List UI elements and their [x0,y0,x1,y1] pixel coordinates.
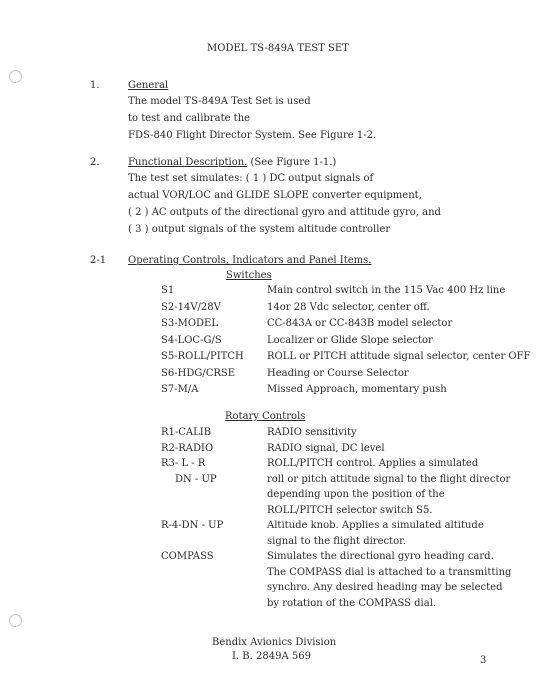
switch-name: S2-14V/28V [161,301,221,313]
section-2-line: The test set simulates: ( 1 ) DC output signals of [128,173,374,184]
switch-name: S7-M/A [161,384,199,395]
rotary-control-description: depending upon the position of the [267,489,445,500]
rotary-control-description: signal to the flight director. [267,535,406,547]
rotary-control-name: COMPASS [161,551,214,562]
switch-description: 14or 28 Vdc selector, center off. [267,301,430,313]
section-2-line: actual VOR/LOC and GLIDE SLOPE converter equipment, [128,190,422,201]
switch-name: S3-MODEL [161,318,218,329]
section-2-1-heading: Operating Controls, Indicators and Panel Items. [128,255,372,266]
page-number: 3 [480,655,487,666]
rotary-control-description: Simulates the directional gyro heading card. [267,551,494,562]
switch-name: S1 [161,285,175,296]
rotary-control-description: by rotation of the COMPASS dial. [267,597,437,609]
switch-description: Localizer or Glide Slope selector [267,334,433,346]
rotary-control-name: R3- L - R [161,458,206,469]
section-1-number: 1. [90,80,100,91]
section-2-heading-line [128,157,336,168]
rotary-control-name: R1-CALIB [161,427,212,438]
rotary-control-description: ROLL/PITCH control. Applies a simulated [267,458,479,469]
page-title: MODEL TS-849A TEST SET [207,43,349,54]
section-1-heading: General [128,80,169,91]
switch-description: Missed Approach, momentary push [267,384,447,395]
section-1-line: The model TS-849A Test Set is used [128,96,311,107]
rotary-control-description: roll or pitch attitude signal to the flight director [267,473,511,485]
section-2-number: 2. [90,157,100,168]
rotary-control-description: synchro. Any desired heading may be selected [267,582,503,593]
rotary-control-description: RADIO signal, DC level [267,442,385,454]
switch-description: Main control switch in the 115 Vac 400 Hz line [267,285,506,296]
section-2-line: ( 2 ) AC outputs of the directional gyro and attitude gyro, and [128,207,441,218]
rotary-control-name: R2-RADIO [161,442,214,454]
rotary-control-description: RADIO sensitivity [267,427,357,438]
rotary-control-description: ROLL/PITCH selector switch S5. [267,504,433,516]
switch-name: S4-LOC-G/S [161,334,222,346]
binder-hole-bottom [9,614,22,627]
switches-heading: Switches [226,270,272,281]
switch-name: S5-ROLL/PITCH [161,351,244,362]
section-2-1-number: 2-1 [90,255,107,266]
rotary-control-description: The COMPASS dial is attached to a transmitting [267,566,512,578]
rotary-control-name: DN - UP [175,473,217,485]
section-2-line: ( 3 ) output signals of the system altitude controller [128,224,391,235]
section-2-heading-suffix: (See Figure 1-1.) [247,157,337,168]
footer-division: Bendix Avionics Division [212,637,337,648]
switch-name: S6-HDG/CRSE [161,367,236,379]
switch-description: CC-843A or CC-843B model selector [267,318,453,329]
footer-ib: I. B. 2849A 569 [232,651,311,662]
rotary-control-description: Altitude knob. Applies a simulated altitude [267,520,484,531]
switch-description: Heading or Course Selector [267,367,409,379]
rotary-control-name: R-4-DN - UP [161,520,224,531]
section-1-line: to test and calibrate the [128,113,251,124]
section-2-heading: Functional Description. [128,157,248,168]
switch-description: ROLL or PITCH attitude signal selector, center OFF [267,351,531,362]
rotary-heading: Rotary Controls [225,411,306,422]
binder-hole-top [9,70,22,83]
section-1-line: FDS-840 Flight Director System. See Figure 1-2. [128,130,377,141]
